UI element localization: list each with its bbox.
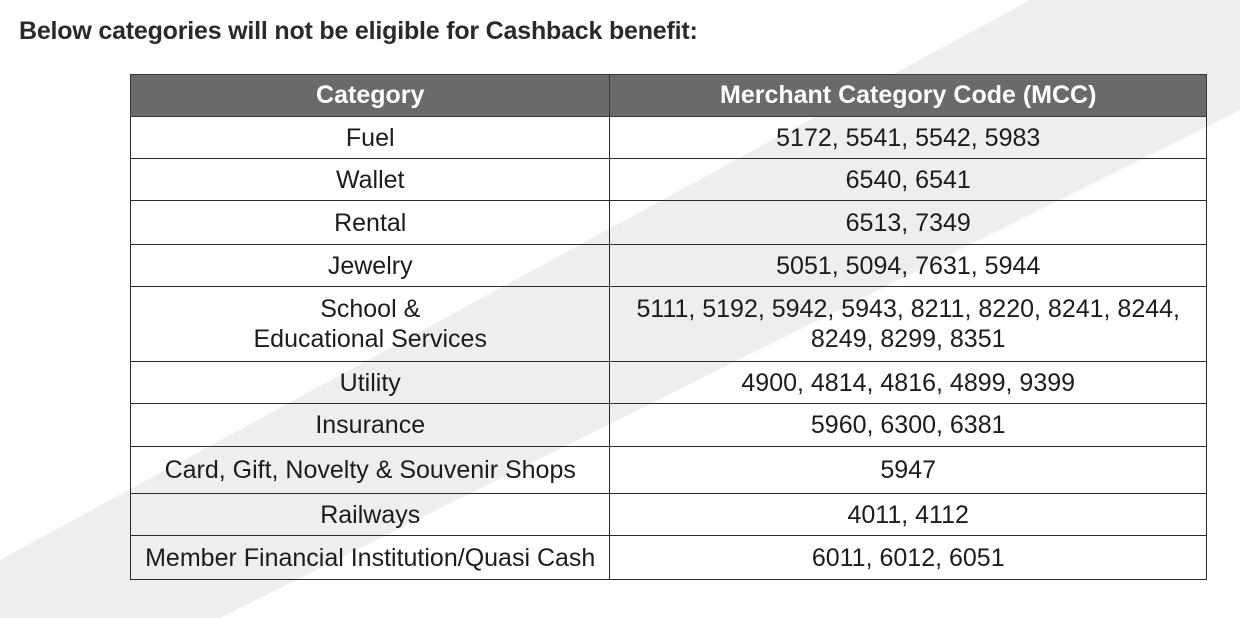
category-column-header: Category — [131, 75, 610, 117]
table-row — [131, 245, 1207, 287]
category-cell: Railways — [131, 494, 610, 536]
mcc-cell: 5051, 5094, 7631, 5944 — [610, 245, 1207, 287]
mcc-cell: 5172, 5541, 5542, 5983 — [610, 117, 1207, 159]
table-row — [131, 287, 1207, 362]
category-cell: Utility — [131, 362, 610, 404]
mcc-cell: 6011, 6012, 6051 — [610, 536, 1207, 580]
mcc-line: 8249, 8299, 8351 — [810, 325, 1006, 353]
mcc-cell: 6513, 7349 — [610, 201, 1207, 245]
table-row — [131, 117, 1207, 159]
table-row — [131, 362, 1207, 404]
category-cell: Member Financial Institution/Quasi Cash — [131, 536, 610, 580]
mcc-cell: 4900, 4814, 4816, 4899, 9399 — [610, 362, 1207, 404]
table-row — [131, 404, 1207, 447]
mcc-cell: 5947 — [610, 447, 1207, 494]
category-cell: Rental — [131, 201, 610, 245]
category-cell: Wallet — [131, 159, 610, 201]
category-cell: Jewelry — [131, 245, 610, 287]
category-cell: Card, Gift, Novelty & Souvenir Shops — [131, 447, 610, 494]
page-heading: Below categories will not be eligible for Cashback benefit: — [19, 17, 698, 45]
table-row — [131, 536, 1207, 580]
category-cell — [131, 287, 610, 362]
category-cell: Fuel — [131, 117, 610, 159]
category-cell: Insurance — [131, 404, 610, 447]
mcc-cell — [610, 287, 1207, 362]
table-row — [131, 447, 1207, 494]
mcc-cell: 4011, 4112 — [610, 494, 1207, 536]
mcc-column-header: Merchant Category Code (MCC) — [610, 75, 1207, 117]
category-line: School & — [320, 295, 421, 323]
mcc-line: 5111, 5192, 5942, 5943, 8211, 8220, 8241, 8244, — [636, 295, 1180, 323]
table-row — [131, 159, 1207, 201]
table-row — [131, 201, 1207, 245]
table-header-row — [131, 75, 1207, 117]
category-line: Educational Services — [253, 325, 487, 353]
table-row — [131, 494, 1207, 536]
mcc-cell: 5960, 6300, 6381 — [610, 404, 1207, 447]
excluded-categories-table — [130, 74, 1207, 580]
mcc-cell: 6540, 6541 — [610, 159, 1207, 201]
